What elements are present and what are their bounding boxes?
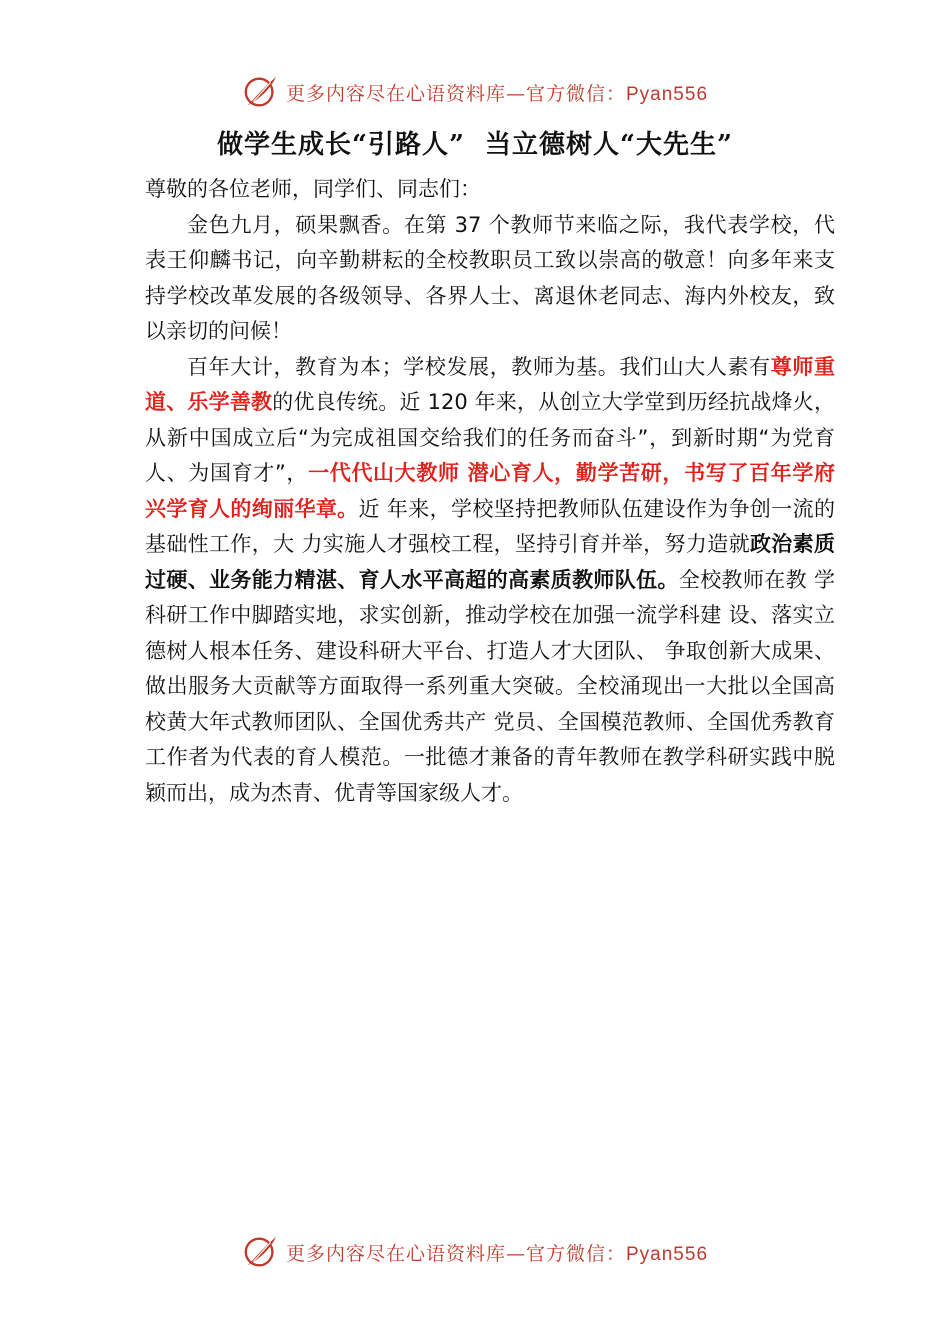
quill-logo-icon <box>242 73 280 111</box>
p2-highlight-1: 尊师重道、乐学善教 <box>145 354 836 414</box>
p2-text-1: 百年大计，教育为本；学校发展，教师为基。我们山大人素有 <box>187 354 771 379</box>
banner-text: 更多内容尽在心语资料库—官方微信：Pyan556 <box>285 82 709 105</box>
p2-text-2: 的优良传统。近 120 年来，从创立大学堂到历经抗战烽火，从新中国成立后“为完成祖国交给我们的任务而奋斗”，到新时期“为党育人、为国育才”， <box>145 390 836 485</box>
header-banner <box>0 72 950 112</box>
banner-text: 更多内容尽在心语资料库—官方微信：Pyan556 <box>285 1242 709 1265</box>
footer-banner <box>0 1232 950 1272</box>
quill-logo-icon <box>242 1233 280 1271</box>
paragraph-2 <box>145 350 835 812</box>
document-title: 做学生成长“引路人” 当立德树人“大先生” <box>217 130 733 160</box>
wechat-id: Pyan556 <box>626 83 709 105</box>
p2-text-4: 全校教师在教 学科研工作中脚踏实地，求实创新，推动学校在加强一流学科建 设、落实立德树人根本任务、建设科研大平台、打造人才大团队、 争取创新大成果、做出服务大贡献等方面取得一系列重大突破。全校涌现出一大批以全国高校黄大年式教师团队、全国优秀共产 党员、全国模范教师、全国优秀教育工作者为代表的育人模范。一批德才兼备的青年教师在教学科研实践中脱颖而出，成为杰青、优青等国家级人才。 <box>145 567 835 805</box>
paragraph-1: 金色九月，硕果飘香。在第 37 个教师节来临之际，我代表学校，代表王仰麟书记，向辛勤耕耘的全校教职员工致以崇高的敬意！向多年来支持学校改革发展的各级领导、各界人士、离退休老同志、海内外校友，致以亲切的问候！ <box>145 212 835 343</box>
p2-bold-1: 政治素质过硬、业务能力精湛、育人水平高超的高素质教师队伍。 <box>145 532 835 592</box>
document-body <box>145 172 835 811</box>
wechat-id: Pyan556 <box>626 1243 709 1265</box>
salutation: 尊敬的各位老师，同学们、同志们： <box>145 177 481 201</box>
p2-highlight-2: 一代代山大教师 潜心育人，勤学苦研，书写了百年学府兴学育人的绚丽华章。 <box>145 461 835 521</box>
p2-text-3: 近 年来，学校坚持把教师队伍建设作为争创一流的基础性工作，大 力实施人才强校工程，坚持引育并举，努力造就 <box>145 496 835 556</box>
